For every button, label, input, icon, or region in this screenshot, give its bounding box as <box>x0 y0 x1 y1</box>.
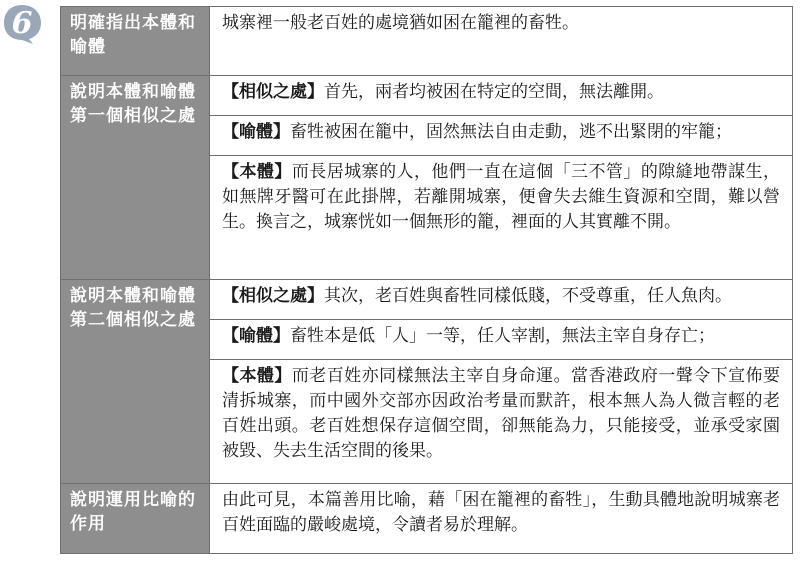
cell-text: 畜牲被困在籠中，固然無法自由走動，逃不出緊閉的牢籠； <box>290 122 732 142</box>
table-cell <box>210 484 793 554</box>
table-cell <box>210 360 793 484</box>
table-row <box>61 76 793 116</box>
analysis-table <box>60 6 793 554</box>
cell-text: 其次，老百姓與畜牲同樣低賤，不受尊重，任人魚肉。 <box>324 286 732 306</box>
table-row <box>61 484 793 554</box>
badge-number: 6 <box>11 6 33 41</box>
table-row <box>61 7 793 76</box>
cell-tag: 【喻體】 <box>222 326 290 346</box>
table-cell <box>210 320 793 360</box>
cell-text: 城寨裡一般老百姓的處境猶如困在籠裡的畜牲。 <box>222 13 579 33</box>
cell-tag: 【相似之處】 <box>222 286 324 306</box>
table-cell <box>210 7 793 76</box>
cell-text: 由此可見，本篇善用比喻，藉「困在籠裡的畜牲」，生動具體地說明城寨老百姓面臨的嚴峻處境，令讀者易於理解。 <box>222 490 780 535</box>
table-cell <box>210 156 793 280</box>
row-label: 說明運用比喻的作用 <box>61 484 210 554</box>
cell-text: 畜牲本是低「人」一等，任人宰割，無法主宰自身存亡； <box>290 326 715 346</box>
step-number-badge <box>3 3 43 45</box>
cell-tag: 【相似之處】 <box>222 82 324 102</box>
table-cell <box>210 116 793 156</box>
cell-tag: 【本體】 <box>222 162 292 182</box>
table-row <box>61 280 793 320</box>
row-label: 說明本體和喻體第二個相似之處 <box>61 280 210 484</box>
cell-tag: 【喻體】 <box>222 122 290 142</box>
cell-text: 首先，兩者均被困在特定的空間，無法離開。 <box>324 82 664 102</box>
table-cell <box>210 280 793 320</box>
cell-text: 而長居城寨的人，他們一直在這個「三不管」的隙縫地帶謀生，如無牌牙醫可在此掛牌，若離開城寨，便會失去維生資源和空間，難以營生。換言之，城寨恍如一個無形的籠，裡面的人其實離不開。 <box>222 162 781 232</box>
cell-tag: 【本體】 <box>222 366 292 386</box>
row-label: 明確指出本體和喻體 <box>61 7 210 76</box>
table-cell <box>210 76 793 116</box>
cell-text: 而老百姓亦同樣無法主宰自身命運。當香港政府一聲令下宣佈要清拆城寨，而中國外交部亦因政治考量而默許，根本無人為人微言輕的老百姓出頭。老百姓想保存這個空間，卻無能為力，只能接受，並承受家園被毀、失去生活空間的後果。 <box>222 366 781 461</box>
row-label: 說明本體和喻體第一個相似之處 <box>61 76 210 280</box>
